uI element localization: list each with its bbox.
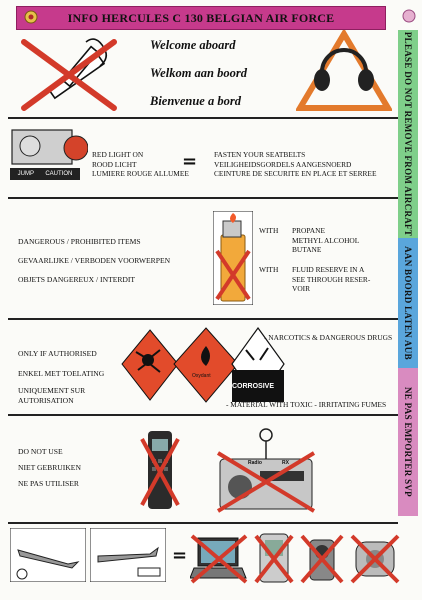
fluid-line: SEE THROUGH RESER- (292, 274, 371, 284)
top-corner-badge-icon (402, 8, 416, 24)
authorised-text (18, 346, 104, 406)
game-console-prohibited-icon (254, 532, 294, 586)
propane-text (292, 226, 359, 255)
seatbelt-line: VEILIGHEIDSGORDELS AANGESNOERD (214, 159, 352, 169)
section-divider (8, 117, 398, 119)
do-not-use-line: NIET GEBRUIKEN (18, 463, 81, 472)
side-strip-label: PLEASE DO NOT REMOVE FROM AIRCRAFT (403, 31, 413, 237)
seatbelt-instruction-text (214, 150, 376, 179)
side-strip-ne-pas-emporter (398, 368, 418, 516)
radio-model-label: RX (282, 460, 289, 466)
welcome-line-fr: Bienvenue a bord (150, 94, 241, 108)
authorised-line: ENKEL MET TOELATING (18, 369, 105, 378)
radio-brand-label: Radio (248, 460, 262, 466)
dangerous-line: DANGEROUS / PROHIBITED ITEMS (18, 237, 141, 246)
propane-line: METHYL ALCOHOL (292, 235, 360, 245)
side-strip-do-not-remove (398, 30, 418, 238)
crest-icon (24, 10, 38, 24)
header-banner (16, 6, 386, 30)
section-divider (8, 318, 398, 320)
do-not-use-text (18, 444, 81, 492)
headset-warning-icon (296, 30, 392, 114)
laptop-prohibited-icon (190, 532, 248, 586)
side-strip-aan-boord (398, 238, 418, 368)
radio-prohibited-icon (214, 425, 318, 515)
propane-line: PROPANE (292, 226, 325, 235)
no-smoking-icon (16, 32, 121, 114)
with-label-1: WITH (259, 226, 279, 235)
aircraft-takeoff-icon (10, 528, 86, 582)
with-label-2: WITH (259, 265, 279, 274)
authorised-line: ONLY IF AUTHORISED (18, 349, 97, 358)
authorised-line: AUTORISATION (18, 396, 74, 405)
cd-player-prohibited-icon (350, 532, 400, 586)
red-light-line: ROOD LICHT (92, 159, 137, 169)
welcome-line-en: Welcome aboard (150, 38, 236, 52)
aircraft-landing-icon (90, 528, 166, 582)
red-light-line: LUMIERE ROUGE ALLUMEE (92, 169, 189, 178)
fluid-reserve-text (292, 265, 370, 294)
mobile-phone-prohibited-icon (138, 425, 182, 513)
dangerous-line: GEVAARLIJKE / VERBODEN VOORWERPEN (18, 256, 171, 265)
corrosive-label: CORROSIVE (232, 383, 275, 390)
section-divider (8, 522, 398, 524)
oxidizer-label: Oxydant (192, 373, 211, 379)
seatbelt-line: CEINTURE DE SECURITE EN PLACE ET SERREE (214, 169, 377, 178)
propane-line: BUTANE (292, 245, 322, 254)
fluid-line: FLUID RESERVE IN A (292, 265, 365, 274)
side-strip-label: AAN BOORD LATEN AUB (403, 246, 413, 360)
equals-sign: = (182, 151, 198, 172)
hazard-diamonds-icon (118, 324, 286, 406)
dangerous-line: OBJETS DANGEREUX / INTERDIT (18, 275, 136, 284)
jump-label: JUMP (17, 171, 34, 177)
do-not-use-line: NE PAS UTILISER (18, 479, 79, 488)
lighter-prohibited-icon (213, 211, 253, 305)
camcorder-prohibited-icon (300, 532, 344, 586)
toxic-fumes-text: - MATERIAL WITH TOXIC - IRRITATING FUMES (226, 400, 387, 409)
narcotics-text: - NARCOTICS & DANGEROUS DRUGS (264, 333, 393, 342)
red-light-text (92, 150, 189, 179)
dangerous-items-text (18, 232, 170, 289)
red-light-line: RED LIGHT ON (92, 150, 144, 159)
section-divider (8, 197, 398, 199)
jump-panel-labels (12, 171, 78, 177)
do-not-use-line: DO NOT USE (18, 447, 63, 456)
header-title: INFO HERCULES C 130 BELGIAN AIR FORCE (67, 10, 335, 25)
fluid-line: VOIR (292, 284, 311, 293)
equals-sign: = (172, 545, 188, 566)
side-strip-label: NE PAS EMPORTER SVP (403, 387, 413, 497)
authorised-line: UNIQUEMENT SUR (18, 386, 86, 395)
seatbelt-line: FASTEN YOUR SEATBELTS (214, 150, 306, 159)
section-divider (8, 414, 398, 416)
welcome-line-nl: Welkom aan boord (150, 66, 247, 80)
caution-label: CAUTION (45, 171, 73, 177)
